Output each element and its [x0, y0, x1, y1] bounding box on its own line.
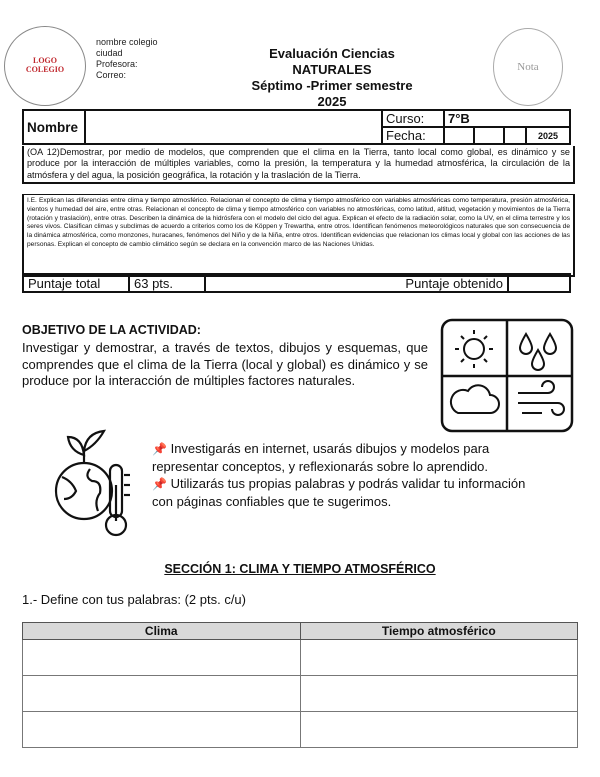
answer-cell[interactable] — [23, 640, 301, 676]
weather-icons-grid — [440, 318, 574, 433]
date-sep — [504, 127, 526, 144]
earth-thermometer-icon — [42, 425, 142, 545]
section-title: SECCIÓN 1: CLIMA Y TIEMPO ATMOSFÉRICO — [164, 562, 436, 576]
name-label: Nombre — [23, 110, 85, 144]
bullet-item-1 — [152, 440, 547, 475]
total-score-value: 63 pts. — [129, 274, 205, 292]
cloud-icon — [451, 385, 499, 413]
bullet-text-2: Utilizarás tus propias palabras y podrás validar tu información con páginas confiables que te sugerimos. — [152, 476, 526, 509]
total-score-label: Puntaje total — [23, 274, 129, 292]
date-day-field[interactable] — [444, 127, 474, 144]
definitions-table — [22, 622, 578, 748]
title-line-2: Séptimo -Primer semestre — [251, 78, 413, 93]
answer-cell[interactable] — [300, 640, 578, 676]
logo-text-2: COLEGIO — [25, 65, 65, 74]
grade-label: Nota — [517, 61, 539, 73]
date-year[interactable]: 2025 — [526, 127, 570, 144]
col-tiempo: Tiempo atmosférico — [300, 623, 578, 640]
course-label: Curso: — [382, 110, 444, 127]
score-table — [22, 273, 571, 293]
title-line-1: Evaluación Ciencias NATURALES — [269, 46, 395, 77]
school-logo — [4, 26, 86, 106]
col-clima: Clima — [23, 623, 301, 640]
evaluation-indicators: I.E. Explican las diferencias entre clima y tiempo atmosférico. Relacionan el concepto de clima y tiempo atmosférico con variables atmosféricas como temperatura, presión atmosférica, vientos y humedad del aire, entre otras. Relacionan el concepto de clima y tiempo atmosférico con variables no atmosféricas, como latitud, altitud, vegetación y movimientos de la Tierra (rotación y traslación), entre otras. Describen la dinámica de la hidrósfera con el modelo del ciclo del agua. Explican el efecto de la radiación solar, como la UV, en el clima terrestre y los seres vivos. Clasifican climas y subclimas de acuerdo a criterios como los de Köppen y Trewartha, entre otros. Identifican fenómenos meteorológicos naturales que son consecuencia de la dinámica atmosférica, como monzones, huracanes, fenómenos del Niño y de la Niña, entre otros. Identifican evidencias que relacionan los climas local y global con las acciones de las personas. Explican el concepto de cambio climático según se declara en la convención marco de las Naciones Unidas. — [22, 194, 575, 277]
date-label: Fecha: — [382, 127, 444, 144]
sun-icon — [455, 330, 493, 368]
question-1: 1.- Define con tus palabras: (2 pts. c/u) — [22, 592, 246, 607]
page-title — [232, 46, 432, 110]
raindrops-icon — [520, 334, 556, 370]
course-value[interactable]: 7°B — [444, 110, 570, 127]
table-row — [23, 640, 578, 676]
date-month-field[interactable] — [474, 127, 504, 144]
section-heading — [0, 562, 600, 576]
pushpin-icon: 📌 — [152, 477, 167, 491]
objective-heading: OBJETIVO DE LA ACTIVIDAD: — [22, 323, 201, 337]
obtained-score-field[interactable] — [508, 274, 570, 292]
name-field[interactable] — [85, 110, 382, 144]
activity-bullets — [152, 440, 547, 510]
learning-objective: (OA 12)Demostrar, por medio de modelos, que comprenden que el clima en la Tierra, tanto local como global, es dinámico y se produce por la interacción de múltiples variables, como la presión, la temperatura y la humedad atmosférica, la circulación de la atmósfera y del agua, la posición geográfica, la rotación y la traslación de la Tierra. — [22, 146, 575, 184]
table-row — [23, 676, 578, 712]
title-line-3: 2025 — [317, 94, 347, 109]
school-info — [96, 37, 158, 81]
grade-circle — [493, 28, 563, 106]
objective-text: Investigar y demostrar, a través de textos, dibujos y esquemas, que comprendes que el clima de la Tierra (local y global) es dinámico y se produce por la interacción de múltiples factores naturales. — [22, 340, 428, 388]
answer-cell[interactable] — [300, 676, 578, 712]
logo-text-1: LOGO — [32, 56, 57, 66]
bullet-item-2 — [152, 475, 547, 510]
table-row — [23, 712, 578, 748]
pushpin-icon: 📌 — [152, 442, 167, 456]
email-label: Correo: — [96, 70, 127, 80]
school-city: ciudad — [96, 48, 123, 58]
obtained-score-label: Puntaje obtenido — [205, 274, 508, 292]
answer-cell[interactable] — [23, 712, 301, 748]
teacher-label: Profesora: — [96, 59, 138, 69]
answer-cell[interactable] — [23, 676, 301, 712]
school-name: nombre colegio — [96, 37, 158, 47]
answer-cell[interactable] — [300, 712, 578, 748]
wind-icon — [518, 381, 564, 415]
student-info-table — [22, 109, 571, 145]
bullet-text-1: Investigarás en internet, usarás dibujos y modelos para representar conceptos, y reflexionarás sobre lo aprendido. — [152, 441, 490, 474]
